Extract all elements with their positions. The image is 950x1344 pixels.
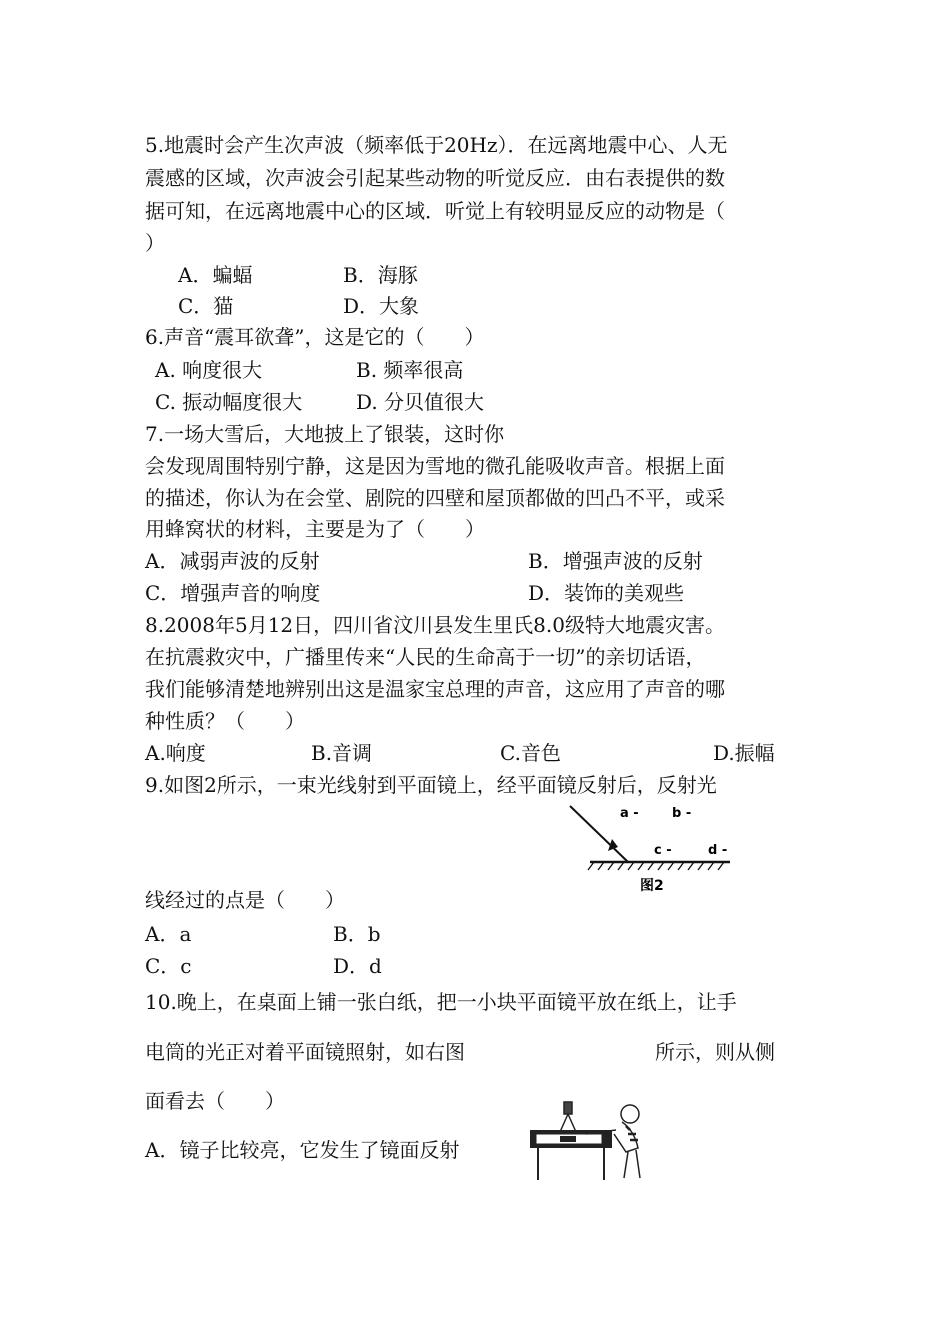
mirror-icon <box>560 1136 576 1142</box>
q7-line-3: 的描述，你认为在会堂、剧院的四壁和屋顶都做的凹凸不平，或采 <box>145 486 725 510</box>
q5-line-1: 5.地震时会产生次声波（频率低于20Hz）．在远离地震中心、人无 <box>145 133 728 157</box>
q6-option-c: C. 振动幅度很大 <box>155 390 303 414</box>
q5-line-2: 震感的区域，次声波会引起某些动物的听觉反应．由右表提供的数 <box>145 166 725 190</box>
q10-line-2b: 所示，则从侧 <box>655 1040 775 1064</box>
q8-option-b: B.音调 <box>311 741 373 765</box>
q9-line-1: 9.如图2所示，一束光线射到平面镜上，经平面镜反射后，反射光 <box>145 773 717 797</box>
q9-option-a: A．a <box>145 922 192 946</box>
q8-line-4: 种性质？（ ） <box>145 709 305 733</box>
q8-option-a: A.响度 <box>145 741 206 765</box>
q8-line-1: 8.2008年5月12日，四川省汶川县发生里氏8.0级特大地震灾害。 <box>145 613 725 637</box>
q10-line-1: 10.晚上，在桌面上铺一张白纸，把一小块平面镜平放在纸上，让手 <box>145 990 737 1014</box>
q6-option-a: A. 响度很大 <box>155 358 263 382</box>
q8-option-c: C.音色 <box>500 741 561 765</box>
q8-option-d: D.振幅 <box>713 741 775 765</box>
q5-option-d: D．大象 <box>343 294 420 318</box>
flashlight-icon <box>560 1102 576 1132</box>
point-d-label: d - <box>708 843 728 858</box>
q8-line-3: 我们能够清楚地辨别出这是温家宝总理的声音，这应用了声音的哪 <box>145 677 725 701</box>
q5-option-b: B．海豚 <box>343 263 418 287</box>
q6-option-b: B. 频率很高 <box>356 358 464 382</box>
q7-option-c: C．增强声音的响度 <box>145 581 321 605</box>
q9-option-c: C．c <box>145 954 192 978</box>
q9-line-2: 线经过的点是（ ） <box>145 888 345 912</box>
q7-line-1: 7.一场大雪后，大地披上了银装，这时你 <box>145 422 505 446</box>
figure-2-mirror-diagram <box>560 800 760 900</box>
q7-line-4: 用蜂窝状的材料，主要是为了（ ） <box>145 517 485 541</box>
q7-option-a: A．减弱声波的反射 <box>145 549 320 573</box>
point-b-label: b - <box>672 806 692 821</box>
q8-line-2: 在抗震救灾中，广播里传来“人民的生命高于一切”的亲切话语， <box>145 645 706 669</box>
flashlight-experiment-illustration <box>530 1100 660 1180</box>
q9-option-d: D．d <box>333 954 382 978</box>
q5-option-c: C．猫 <box>178 294 234 318</box>
q5-line-4: ） <box>145 231 165 255</box>
q5-line-3: 据可知，在远离地震中心的区域．听觉上有较明显反应的动物是（ <box>145 199 725 223</box>
q10-line-2a: 电筒的光正对着平面镜照射，如右图 <box>145 1040 465 1064</box>
figure-2-caption: 图2 <box>640 878 664 894</box>
q5-option-a: A．蝙蝠 <box>178 263 253 287</box>
q10-line-3: 面看去（ ） <box>145 1089 285 1113</box>
q6-stem: 6.声音“震耳欲聋”，这是它的（ ） <box>145 325 485 349</box>
q7-line-2: 会发现周围特别宁静，这是因为雪地的微孔能吸收声音。根据上面 <box>145 454 725 478</box>
q10-option-a: A．镜子比较亮，它发生了镜面反射 <box>145 1138 460 1162</box>
point-c-label: c - <box>654 843 672 858</box>
q7-option-b: B．增强声波的反射 <box>528 549 703 573</box>
q7-option-d: D．装饰的美观些 <box>528 581 685 605</box>
q6-option-d: D. 分贝值很大 <box>356 390 485 414</box>
q9-option-b: B．b <box>333 922 381 946</box>
point-a-label: a - <box>620 806 639 821</box>
